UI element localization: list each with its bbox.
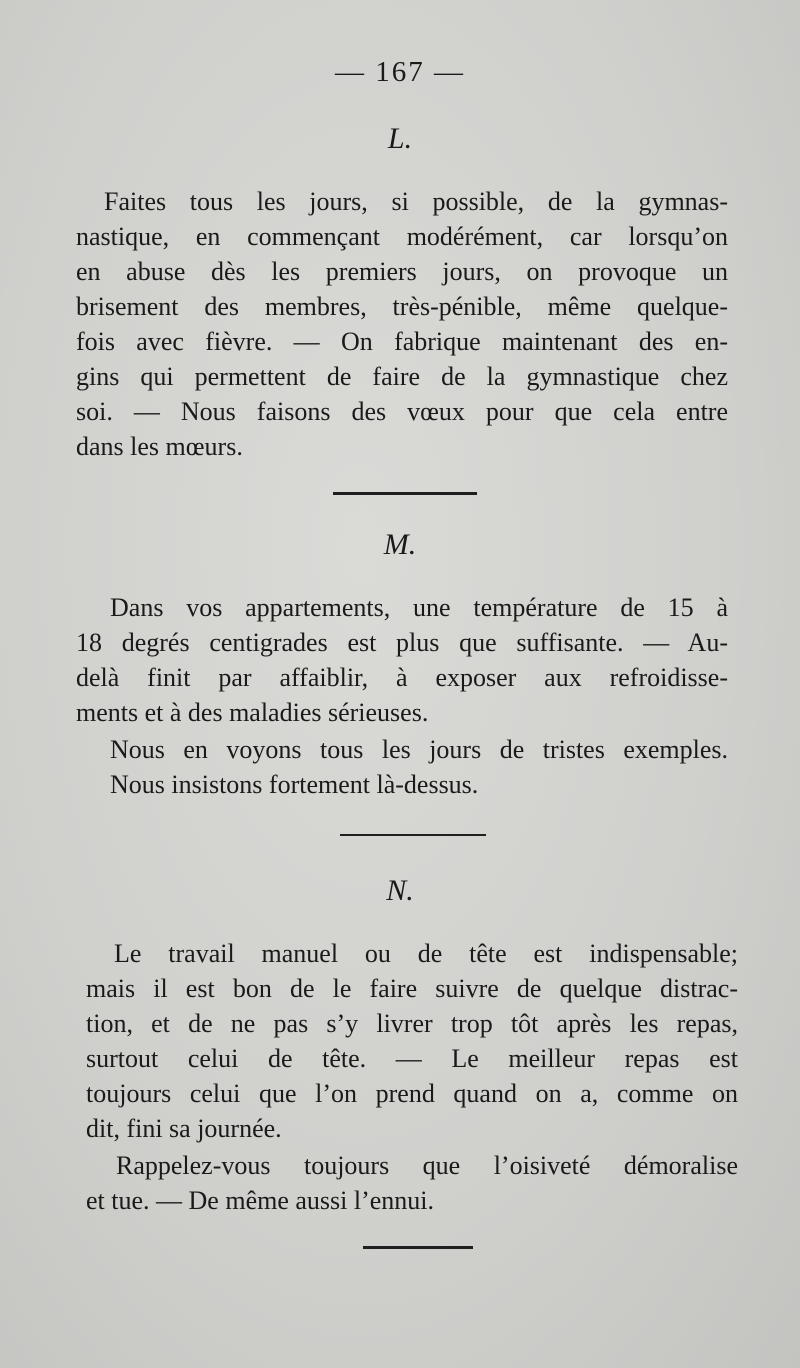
text-line: Nous en voyons tous les jours de tristes exemples. <box>110 735 728 764</box>
text-line: tion, et de ne pas s’y livrer trop tôt après les repas, <box>86 1009 738 1038</box>
text-line: en abuse dès les premiers jours, on provoque un <box>76 257 728 286</box>
section-heading-l: L. <box>387 122 413 155</box>
text-line: Dans vos appartements, une température de 15 à <box>110 593 728 622</box>
section-divider <box>333 492 477 495</box>
text-line: dit, fini sa journée. <box>86 1114 282 1143</box>
section-divider <box>340 834 486 836</box>
section-n-paragraph <box>86 936 738 1146</box>
text-line: ments et à des maladies sérieuses. <box>76 698 429 727</box>
text-line: Le travail manuel ou de tête est indispensable; <box>114 939 738 968</box>
text-line: surtout celui de tête. — Le meilleur repas est <box>86 1044 738 1073</box>
text-line: fois avec fièvre. — On fabrique maintenant des en- <box>76 327 728 356</box>
text-line: delà finit par affaiblir, à exposer aux refroidisse- <box>76 663 728 692</box>
section-heading-n: N. <box>386 874 414 907</box>
section-divider <box>363 1246 473 1249</box>
text-line: brisement des membres, très-pénible, même quelque- <box>76 292 728 321</box>
section-m-paragraph <box>76 590 728 730</box>
section-l-paragraph <box>76 184 728 464</box>
text-line: toujours celui que l’on prend quand on a, comme on <box>86 1079 738 1108</box>
text-line: Faites tous les jours, si possible, de la gymnas- <box>104 187 728 216</box>
page-number: — 167 — <box>335 56 465 88</box>
text-line: Rappelez-vous toujours que l’oisiveté démoralise <box>116 1151 738 1180</box>
text-line: gins qui permettent de faire de la gymnastique chez <box>76 362 728 391</box>
section-heading-m: M. <box>383 528 417 561</box>
text-line: Nous insistons fortement là-dessus. <box>110 770 479 799</box>
text-line: soi. — Nous faisons des vœux pour que cela entre <box>76 397 728 426</box>
text-line: et tue. — De même aussi l’ennui. <box>86 1186 435 1215</box>
section-n-paragraph <box>86 1148 738 1218</box>
text-line: mais il est bon de le faire suivre de quelque distrac- <box>86 974 738 1003</box>
section-m-paragraph <box>76 732 728 802</box>
text-line: dans les mœurs. <box>76 432 243 461</box>
text-line: nastique, en commençant modérément, car lorsqu’on <box>76 222 728 251</box>
text-line: 18 degrés centigrades est plus que suffisante. — Au- <box>76 628 728 657</box>
